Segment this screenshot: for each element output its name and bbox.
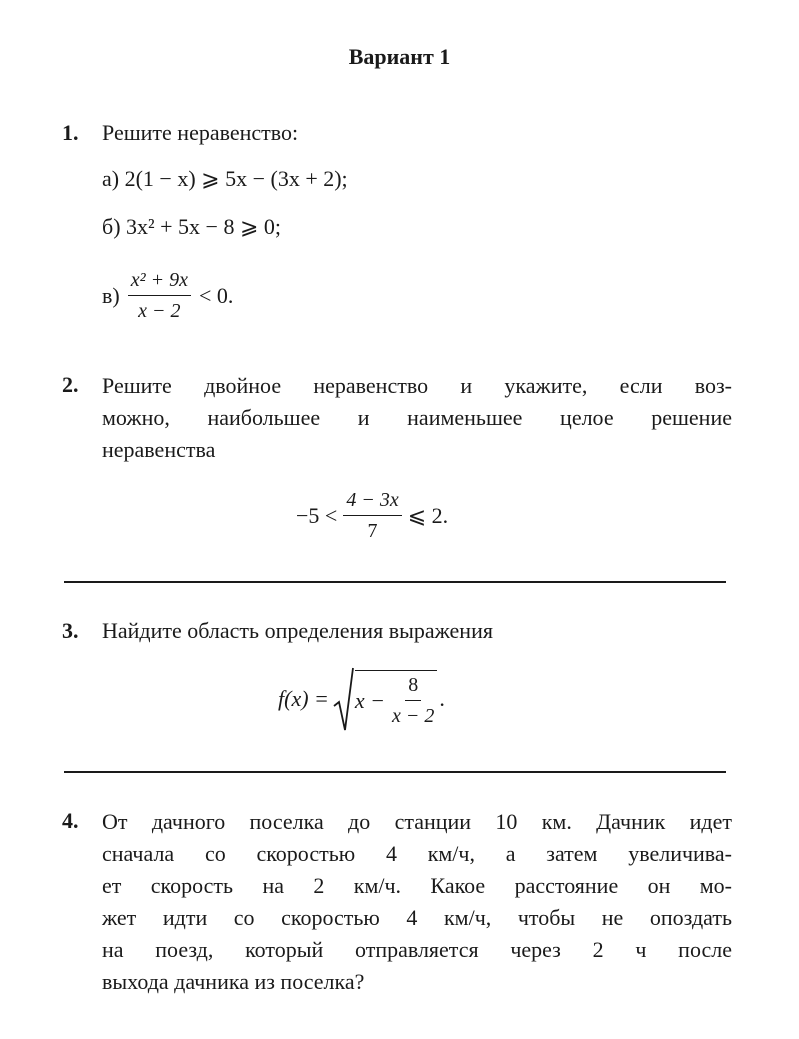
task-3-expression [278, 666, 445, 732]
task-2-line: можно, наибольшее и наименьшее целое решение [102, 405, 732, 430]
task-1a-label: а) [102, 166, 120, 191]
task-2-numerator: 4 − 3x [343, 488, 401, 516]
task-3-sqrt [333, 666, 438, 732]
task-1c-numerator: x² + 9x [128, 268, 191, 296]
task-1c-fraction [128, 268, 191, 323]
page-title: Вариант 1 [348, 44, 451, 69]
task-2-line: неравенства [102, 437, 216, 462]
task-4-text [102, 806, 732, 998]
task-2-inequality [296, 488, 448, 543]
task-3-fraction [389, 673, 437, 728]
task-3-number: 3. [62, 618, 79, 643]
task-1-text: Решите неравенство: [102, 120, 299, 145]
task-1b-expression: 3x² + 5x − 8 ⩾ 0; [126, 214, 281, 239]
task-2-text [102, 370, 732, 466]
task-1c-tail: < 0. [198, 282, 234, 308]
task-1c-label: в) [102, 282, 120, 308]
divider-rule [64, 581, 726, 583]
task-1a [102, 166, 348, 192]
radical-sign-icon [333, 666, 355, 732]
task-4-line: выхода дачника из поселка? [102, 969, 365, 994]
task-2-number: 2. [62, 372, 79, 397]
task-4-number: 4. [62, 808, 79, 833]
task-1-number: 1. [62, 120, 79, 145]
task-2-denominator: 7 [367, 520, 378, 542]
task-4-line: на поезд, который отправляется через 2 ч после [102, 937, 732, 962]
task-3-denominator: x − 2 [392, 705, 435, 727]
task-1c [102, 268, 233, 323]
task-3-text: Найдите область определения выражения [102, 618, 493, 643]
task-2-right: ⩽ 2. [407, 502, 449, 528]
task-3-numerator: 8 [405, 673, 421, 701]
task-1b [102, 214, 281, 240]
task-4-line: сначала со скоростью 4 км/ч, а затем увеличива- [102, 841, 732, 866]
task-3-radicand [355, 670, 438, 728]
task-2-line: Решите двойное неравенство и укажите, если воз- [102, 373, 732, 398]
task-3-lhs: f(x) = [278, 686, 329, 711]
task-2-fraction [343, 488, 401, 543]
task-4-line: жет идти со скоростью 4 км/ч, чтобы не опоздать [102, 905, 732, 930]
divider-rule [64, 771, 726, 773]
task-1a-expression: 2(1 − x) ⩾ 5x − (3x + 2); [124, 166, 348, 191]
task-2-left: −5 < [296, 502, 338, 528]
task-4-line: От дачного поселка до станции 10 км. Дачник идет [102, 809, 732, 834]
task-3-radicand-start: x − [354, 687, 385, 713]
task-4-line: ет скорость на 2 км/ч. Какое расстояние он мо- [102, 873, 732, 898]
task-1b-label: б) [102, 214, 121, 239]
task-1c-denominator: x − 2 [138, 300, 181, 322]
task-3-tail: . [439, 686, 445, 711]
